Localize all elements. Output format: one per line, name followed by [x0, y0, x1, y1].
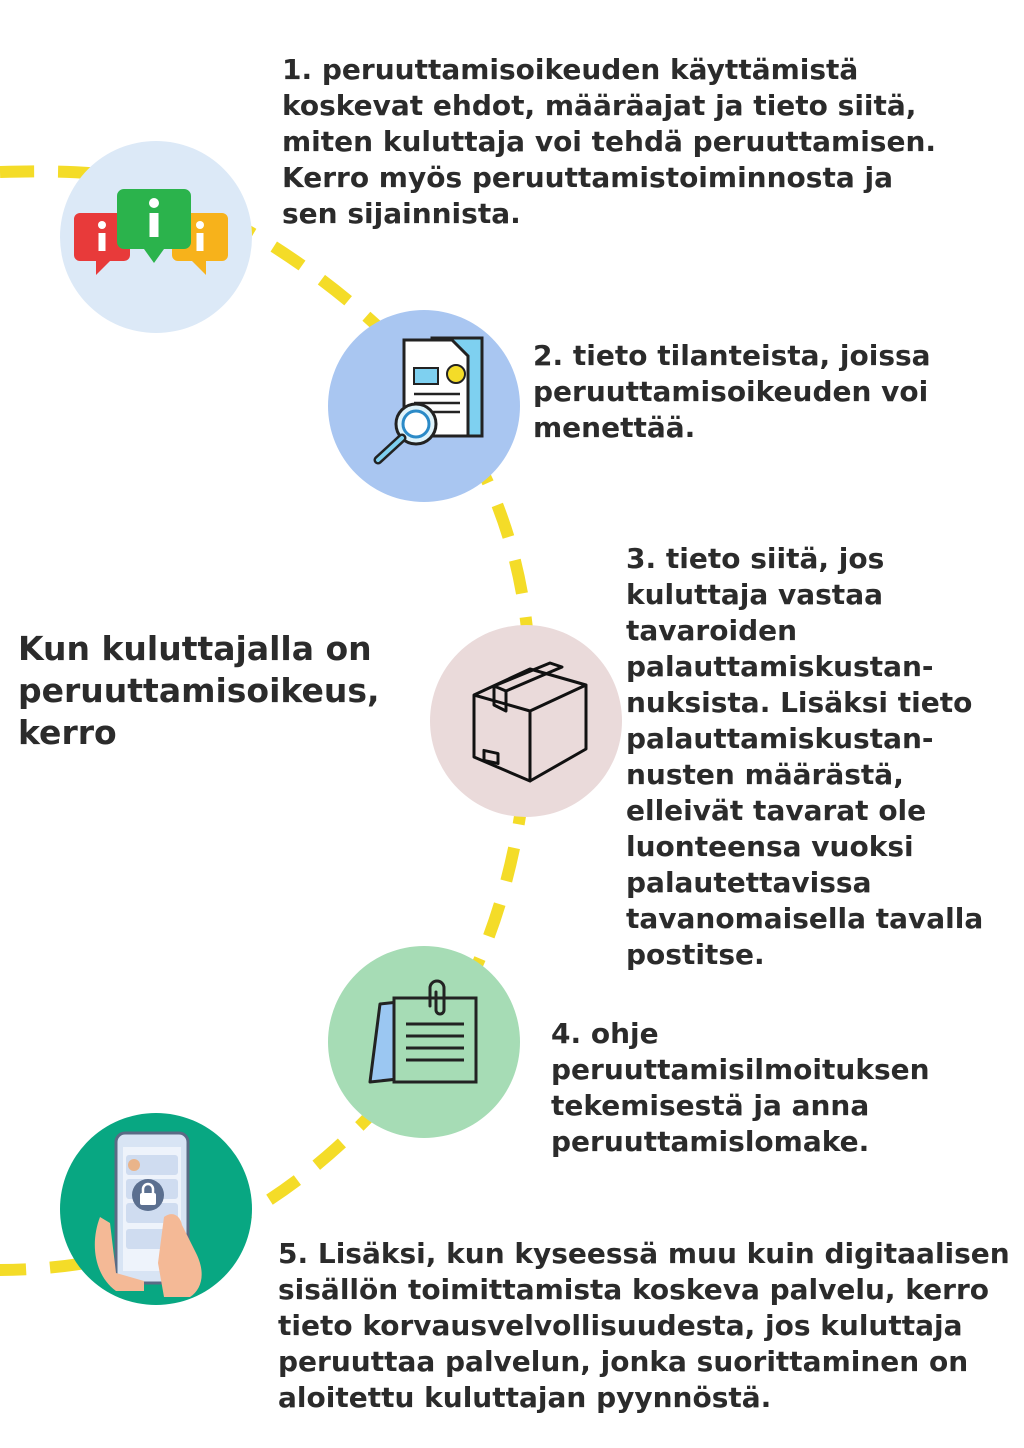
step-4-text: 4. ohje peruuttamisilmoituksen tekemisestä ja anna peruuttamislomake.: [551, 1017, 930, 1158]
step-1-text: 1. peruuttamisoikeuden käyttämistä koskevat ehdot, määräajat ja tieto siitä, miten kuluttaja voi tehdä peruuttamisen. Kerro myös peruuttamistoiminnosta ja sen sijainnista.: [282, 53, 937, 230]
info-bubbles-icon: [60, 141, 252, 333]
step-3-text: 3. tieto siitä, jos kuluttaja vastaa tavaroiden palauttamiskustan- nuksista. Lisäksi tieto palauttamiskustan- nusten määrästä, elleivät tavarat ole luonteensa vuoksi palautettavissa tavanomaisella tavalla postitse.: [626, 542, 984, 971]
package-box-icon: [430, 625, 622, 817]
step-3-icon-circle: [430, 625, 622, 817]
step-2-text: 2. tieto tilanteista, joissa peruuttamisoikeuden voi menettää.: [533, 339, 931, 444]
step-5-icon-circle: [60, 1113, 252, 1305]
page-heading: Kun kuluttajalla on peruuttamisoikeus, kerro: [18, 629, 380, 752]
phone-hand-icon: [60, 1113, 252, 1305]
step-5-text: 5. Lisäksi, kun kyseessä muu kuin digitaalisen sisällön toimittamista koskeva palvelu, kerro tieto korvausvelvollisuudesta, jos kuluttaja peruuttaa palvelun, jonka suorittaminen on aloitettu kuluttajan pyynnöstä.: [278, 1237, 1010, 1414]
step-1-icon-circle: [60, 141, 252, 333]
document-magnifier-icon: [328, 310, 520, 502]
clipped-notes-icon: [328, 946, 520, 1138]
step-2-icon-circle: [328, 310, 520, 502]
step-4-icon-circle: [328, 946, 520, 1138]
